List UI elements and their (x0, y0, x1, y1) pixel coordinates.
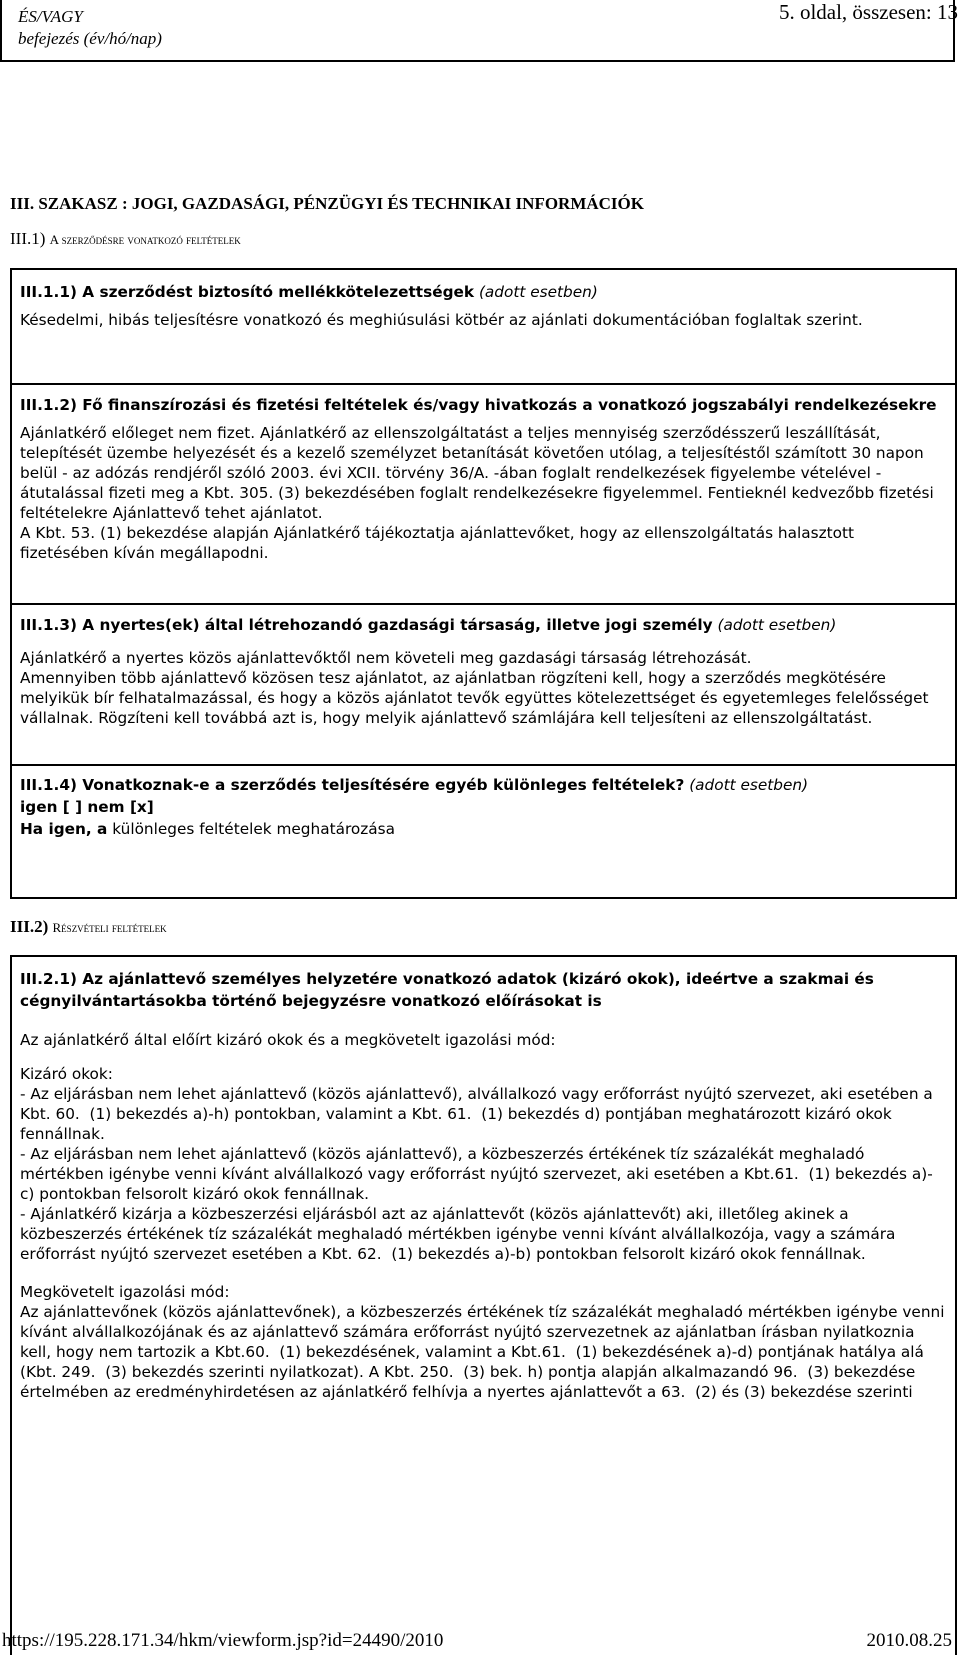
text-iii12: Ajánlatkérő előleget nem fizet. Ajánlatkérő az ellenszolgáltatást a teljes mennyiség szerződésszerű leszállítását, telepítését üzembe helyezését és a kezelő személyzet betanítását követően utólag, a teljesítéstől számított 30 napon belül - az adózás rendjéről szóló 2003. évi XCII. törvény 36/A. -ában foglalt rendelkezések figyelembe vételével - átutalással fizeti meg a Kbt. 305. (3) bekezdésében foglalt rendelkezésekre figyelemmel. Fentieknél kedvezőbb fizetési feltételekre Ajánlattevő tehet ajánlatot. A Kbt. 53. (1) bekezdése alapján Ajánlatkérő tájékoztatja ajánlattevőket, hogy az ellenszolgáltatás halasztott fizetésében kíván megállapodni. (20, 424, 934, 562)
section-iii1-box (10, 268, 957, 899)
footer-date: 2010.08.25 (866, 1630, 952, 1651)
text-iii13: Ajánlatkérő a nyertes közös ajánlattevőktől nem követeli meg gazdasági társaság létrehozását. Amennyiben több ajánlattevő közösen tesz ajánlatot, az ajánlatban rögzíteni kell, hogy a szerződés megkötésére melyikük bír felhatalmazással, és hogy a közös ajánlatot tevők együttes kötelezettséget és egyetemleges felelősséget vállalnak. Rögzíteni kell továbbá azt is, hogy melyik ajánlattevő számlájára kell teljesíteni az ellenszolgáltatást. (20, 649, 929, 727)
text-iii21-intro: Az ajánlatkérő által előírt kizáró okok és a megkövetelt igazolási mód: (20, 1031, 556, 1049)
heading-iii13: III.1.3) A nyertes(ek) által létrehozandó gazdasági társaság, illetve jogi személy (adott esetben) (20, 616, 837, 634)
text-iii21-exclusions: Kizáró okok: - Az eljárásban nem lehet ajánlattevő (közös ajánlattevő), alvállalkozó vagy erőforrást nyújtó szervezet, aki esetében a Kbt. 60. (1) bekezdés a)-h) pontokban, valamint a Kbt. 61. (1) bekezdés d) pontjában meghatározott kizáró okok fennállnak. - Az eljárásban nem lehet ajánlattevő (közös ajánlattevő), a közbeszerzés értékének tíz százalékát meghaladó mértékben igénybe venni kívánt alvállalkozó vagy erőforrást nyújtó szervezet, aki esetében a Kbt.61. (1) bekezdés a)-c) pontokban felsorolt kizáró okok fennállnak. - Ajánlatkérő kizárja a közbeszerzési eljárásból azt az ajánlattevőt (közös ajánlattevőt) aki, illetőleg akinek a közbeszerzés értékének tíz százalékát meghaladó mértékben igénybe venni kívánt alvállalkozója, vagy a számára erőforrást nyújtó szervezet esetében a Kbt. 62. (1) bekezdés a)-b) pontokban felsorolt kizáró okok fennállnak. (20, 1065, 933, 1263)
page-number-header: 5. oldal, összesen: 13 (778, 0, 958, 24)
condition-iii14: Ha igen, a különleges feltételek meghatározása (20, 820, 396, 838)
heading-iii11: III.1.1) A szerződést biztosító mellékkötelezettségek (adott esetben) (20, 283, 598, 301)
text-iii21-proof: Megkövetelt igazolási mód: Az ajánlattevőnek (közös ajánlattevőnek), a közbeszerzés értékének tíz százalékát meghaladó mértékben igénybe venni kívánt alvállalkozójának és az ajánlattevő számára erőforrást nyújtó szervezetnek az ajánlatban írásban nyilatkoznia kell, hogy nem tartozik a Kbt.60. (1) bekezdésének, valamint a Kbt.61. (1) bekezdésének a)-d) pontjának hatálya alá (Kbt. 249. (3) bekezdés szerinti nyilatkozat). A Kbt. 250. (3) bek. h) pontja alapján alkalmazandó 96. (3) bekezdése értelmében az eredményhirdetésen az ajánlatkérő felhívja a nyertes ajánlattevőt a 63. (2) és (3) bekezdése szerinti (20, 1283, 945, 1401)
heading-iii21: III.2.1) Az ajánlattevő személyes helyzetére vonatkozó adatok (kizáró okok), ideértve a szakmai és cégnyilvántartásokba történő bejegyzésre vonatkozó előírásokat is (20, 970, 874, 1010)
subsection-iii2-title: III.2) Részvételi feltételek (10, 917, 167, 936)
subsection-number: III.1) (10, 229, 50, 248)
heading-iii14: III.1.4) Vonatkoznak-e a szerződés teljesítésére egyéb különleges feltételek? (adott esetben) (20, 776, 809, 794)
heading-iii12: III.1.2) Fő finanszírozási és fizetési feltételek és/vagy hivatkozás a vonatkozó jogszabályi rendelkezésekre (20, 396, 937, 414)
block-iii21 (10, 955, 957, 1655)
footer-url: https://195.228.171.34/hkm/viewform.jsp?id=24490/2010 (2, 1630, 444, 1651)
subsection-title (10, 229, 241, 249)
answer-iii14: igen [ ] nem [x] (20, 798, 154, 816)
block-iii14 (12, 766, 955, 897)
block-iii13 (12, 605, 955, 766)
section-title: III. SZAKASZ : JOGI, GAZDASÁGI, PÉNZÜGYI ÉS TECHNIKAI INFORMÁCIÓK (10, 194, 644, 213)
subsection-name: A szerződésre vonatkozó feltételek (49, 232, 241, 247)
block-iii11 (12, 270, 955, 385)
end-date-label: befejezés (év/hó/nap) (18, 29, 162, 48)
text-iii11: Késedelmi, hibás teljesítésre vonatkozó és meghiúsulási kötbér az ajánlati dokumentációban foglaltak szerint. (20, 311, 863, 329)
block-iii12 (12, 385, 955, 605)
and-or-label: ÉS/VAGY (18, 7, 83, 26)
